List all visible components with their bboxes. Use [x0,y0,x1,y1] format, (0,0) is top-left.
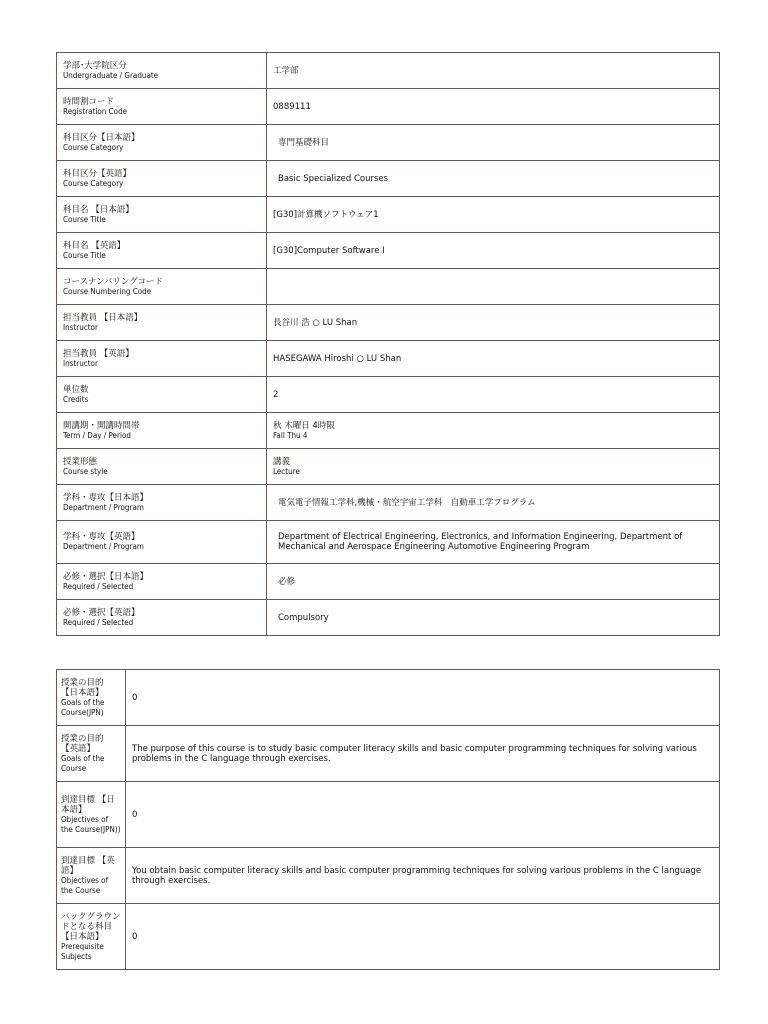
row-label [57,521,267,564]
row-label [57,564,267,600]
row-label [57,341,267,377]
label-en: Course Title [63,214,106,224]
table-row [57,521,720,564]
label-en: Course Title [63,250,106,260]
row-value [126,670,720,726]
row-value [126,726,720,782]
row-value [126,782,720,848]
row-value [267,53,720,89]
table-row [57,726,720,782]
row-label [57,670,126,726]
value-text: 2 [273,389,279,400]
row-value [267,600,720,636]
course-goals-table [56,669,720,970]
table-row [57,377,720,413]
value-text: HASEGAWA Hiroshi ○ LU Shan [273,353,402,364]
label-en: Instructor [63,322,98,332]
row-value [267,485,720,521]
label-en: Objectives of the Course [61,875,109,895]
label-en: Goals of the Course [61,753,105,773]
label-en: Undergraduate / Graduate [63,70,159,80]
value-text: 0 [132,809,138,820]
label-jp: 必修・選択【日本語】 [63,571,149,582]
table-row [57,89,720,125]
table-row [57,904,720,970]
label-en: Term / Day / Period [63,430,131,440]
label-en: Prerequisite Subjects [61,941,104,961]
table-row [57,305,720,341]
value-text: You obtain basic computer literacy skills and basic computer programming techniques for solving various problems in the C language through exercises. [132,865,702,886]
value-text: 0889111 [273,101,311,112]
row-label [57,305,267,341]
label-jp: 学部･大学院区分 [63,60,127,71]
label-en: Goals of the Course(JPN) [61,697,105,717]
row-label [57,848,126,904]
label-jp: 授業の目的 【日本語】 [61,677,104,698]
row-value [267,89,720,125]
value-text: Basic Specialized Courses [278,173,389,184]
row-value [126,848,720,904]
course-info-table [56,52,720,636]
row-label [57,161,267,197]
row-label [57,726,126,782]
value-text-en: Fall Thu 4 [273,430,308,440]
label-en: Registration Code [63,106,128,116]
label-en: Department / Program [63,542,144,551]
value-text: 0 [132,931,138,942]
row-label [57,782,126,848]
row-value [267,413,720,449]
value-text: [G30]計算機ソフトウェア1 [273,209,379,220]
row-value [267,449,720,485]
table-row [57,233,720,269]
row-label [57,53,267,89]
label-jp: 科目区分【英語】 [63,168,132,179]
row-label [57,413,267,449]
value-text: 専門基礎科目 [278,137,330,148]
value-text: 長谷川 浩 ○ LU Shan [273,317,358,328]
table-row [57,782,720,848]
table-row [57,485,720,521]
label-en: Course Category [63,178,124,188]
table-row [57,197,720,233]
row-label [57,233,267,269]
label-en: Credits [63,394,89,404]
row-value [267,564,720,600]
table-row [57,269,720,305]
label-jp: 単位数 [63,384,89,395]
label-jp: 時間割コード [63,96,115,107]
label-en: Required / Selected [63,617,134,627]
row-label [57,449,267,485]
label-jp: 学科・専攻【日本語】 [63,492,149,503]
value-text: 必修 [278,576,296,587]
value-text: 電気電子情報工学科,機械・航空宇宙工学科 自動車工学プログラム [278,497,536,508]
label-jp: 学科・専攻【英語】 [63,532,140,542]
label-en: Required / Selected [63,581,134,591]
label-jp: 授業の目的 【英語】 [61,733,104,754]
label-jp: バックグラウンドとなる科目【日本語】 [61,911,121,942]
label-jp: 必修・選択【英語】 [63,607,140,618]
table-row [57,125,720,161]
row-value [126,904,720,970]
row-value [267,161,720,197]
row-label [57,600,267,636]
label-jp: 到達目標 【日本語】 [61,794,115,815]
label-jp: 科目区分【日本語】 [63,132,140,143]
label-en: Instructor [63,358,98,368]
row-label [57,485,267,521]
label-en: Course style [63,466,108,476]
row-value [267,521,720,564]
label-jp: 担当教員 【日本語】 [63,312,143,323]
table-row [57,670,720,726]
row-value [267,233,720,269]
row-label [57,377,267,413]
row-label [57,904,126,970]
row-label [57,125,267,161]
row-value [267,305,720,341]
table-row [57,600,720,636]
label-en: Department / Program [63,502,144,512]
label-en: Objectives of the Course(JPN)) [61,814,121,834]
table-row [57,161,720,197]
value-text: 講義 [273,456,291,467]
value-text: 秋 木曜日 4時限 [273,420,335,431]
label-en: Course Numbering Code [63,286,152,296]
value-text-en: Lecture [273,466,300,476]
label-en: Course Category [63,142,124,152]
label-jp: 科目名 【日本語】 [63,204,134,215]
value-text: Compulsory [278,612,329,623]
value-text: Department of Electrical Engineering, Electronics, and Information Engineering, Department of Mechanical and Aerospace Engineering Automotive Engineering Program [278,532,683,552]
row-value [267,269,720,305]
value-text: 0 [132,692,138,703]
table-row [57,341,720,377]
row-value [267,341,720,377]
row-label [57,197,267,233]
table-row [57,449,720,485]
row-value [267,377,720,413]
label-jp: 授業形態 [63,456,98,467]
value-text: The purpose of this course is to study basic computer literacy skills and basic computer programming techniques for solving various problems in the C language through exercises. [132,743,697,764]
table-row [57,413,720,449]
table-row [57,53,720,89]
table-row [57,848,720,904]
row-label [57,269,267,305]
value-text: [G30]Computer Software I [273,245,385,256]
row-label [57,89,267,125]
label-jp: 到達目標 【英語】 [61,855,115,876]
value-text: 工学部 [273,65,299,76]
label-jp: 開講期・開講時間帯 [63,420,140,431]
row-value [267,197,720,233]
table-row [57,564,720,600]
label-jp: 担当教員 【英語】 [63,348,134,359]
label-jp: コースナンバリングコード [63,276,164,287]
label-jp: 科目名 【英語】 [63,240,126,251]
row-value [267,125,720,161]
